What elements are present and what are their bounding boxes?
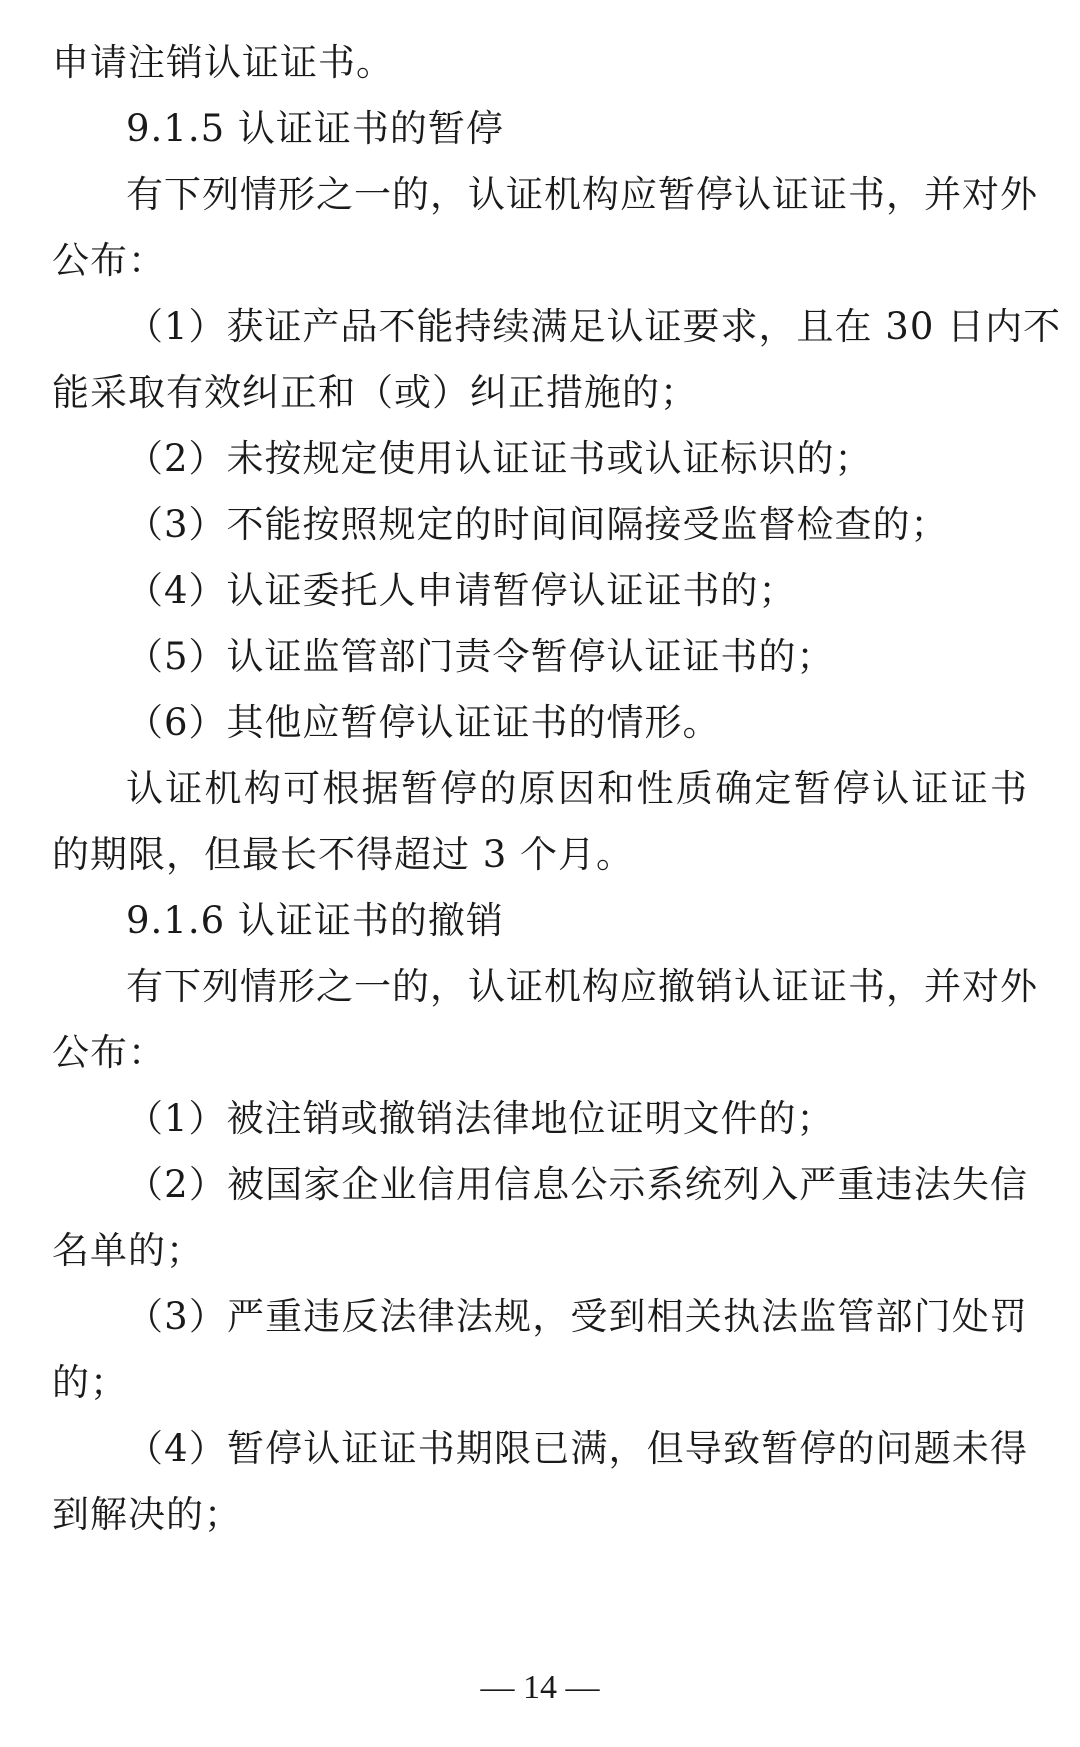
section-heading-9-1-5: 9.1.5 认证证书的暂停 xyxy=(126,107,504,150)
list-item-line: （1）被注销或撤销法律地位证明文件的； xyxy=(126,1097,835,1140)
paragraph-line: 有下列情形之一的，认证机构应撤销认证证书，并对外 xyxy=(126,965,1038,1008)
list-item-line: （4）暂停认证证书期限已满，但导致暂停的问题未得 xyxy=(126,1427,1028,1470)
list-item-line: （3）不能按照规定的时间间隔接受监督检查的； xyxy=(126,503,949,546)
paragraph-line: 公布： xyxy=(52,239,166,282)
list-item-line: 名单的； xyxy=(52,1229,204,1272)
list-item-line: （2）未按规定使用认证证书或认证标识的； xyxy=(126,437,873,480)
list-item-line: 的； xyxy=(52,1361,128,1404)
paragraph-line: 认证机构可根据暂停的原因和性质确定暂停认证证书 xyxy=(126,767,1028,810)
list-item-line: （4）认证委托人申请暂停认证证书的； xyxy=(126,569,797,612)
paragraph-line: 的期限，但最长不得超过 3 个月。 xyxy=(52,833,635,876)
paragraph-line: 有下列情形之一的，认证机构应暂停认证证书，并对外 xyxy=(126,173,1038,216)
list-item-line: （1）获证产品不能持续满足认证要求，且在 30 日内不 xyxy=(126,305,1062,348)
list-item-line: 能采取有效纠正和（或）纠正措施的； xyxy=(52,371,698,414)
page-number: — 14 — xyxy=(480,1669,600,1706)
list-item-line: 到解决的； xyxy=(52,1493,242,1536)
list-item-line: （6）其他应暂停认证证书的情形。 xyxy=(126,701,721,744)
section-heading-9-1-6: 9.1.6 认证证书的撤销 xyxy=(126,899,504,942)
paragraph-line: 公布： xyxy=(52,1031,166,1074)
paragraph-line: 申请注销认证证书。 xyxy=(52,41,394,84)
list-item-line: （3）严重违反法律法规，受到相关执法监管部门处罚 xyxy=(126,1295,1028,1338)
list-item-line: （2）被国家企业信用信息公示系统列入严重违法失信 xyxy=(126,1163,1028,1206)
list-item-line: （5）认证监管部门责令暂停认证证书的； xyxy=(126,635,835,678)
